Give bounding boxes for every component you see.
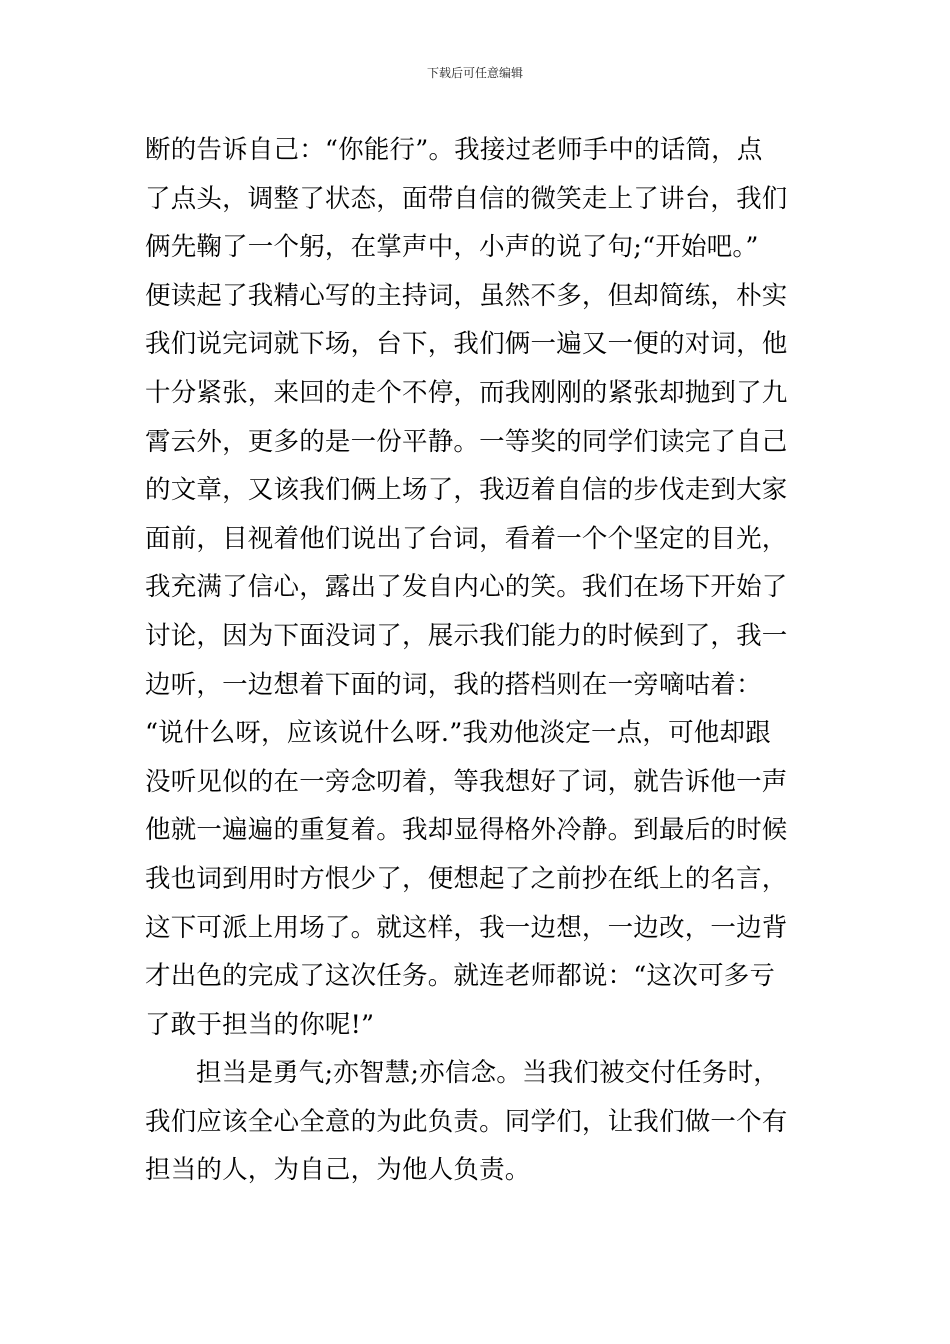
text-line: 边听，一边想着下面的词，我的搭档则在一旁嘀咕着： <box>145 669 762 700</box>
text-line: 我也词到用时方恨少了，便想起了之前抄在纸上的名言， <box>145 863 788 894</box>
text-line: 我充满了信心，露出了发自内心的笑。我们在场下开始了 <box>145 572 788 603</box>
paragraph-2 <box>145 1049 815 1195</box>
text-line: 我们说完词就下场，台下，我们俩一遍又一便的对词，他 <box>145 329 788 360</box>
text-line: “说什么呀，应该说什么呀.”我劝他淡定一点，可他却跟 <box>145 718 771 749</box>
text-line: 霄云外，更多的是一份平静。一等奖的同学们读完了自己 <box>145 426 788 457</box>
text-line: 俩先鞠了一个躬，在掌声中，小声的说了句;“开始吧。” <box>145 232 759 263</box>
text-line: 担当是勇气;亦智慧;亦信念。当我们被交付任务时， <box>196 1058 779 1089</box>
paragraph-1 <box>145 126 815 1049</box>
text-line: 的文章，又该我们俩上场了，我迈着自信的步伐走到大家 <box>145 475 788 506</box>
text-line: 我们应该全心全意的为此负责。同学们，让我们做一个有 <box>145 1106 788 1137</box>
text-line: 了敢于担当的你呢!” <box>145 1009 375 1040</box>
text-line: 断的告诉自己：“你能行”。我接过老师手中的话筒，点 <box>145 135 763 165</box>
text-line: 没听见似的在一旁念叨着，等我想好了词，就告诉他一声 <box>145 766 788 797</box>
text-line: 了点头，调整了状态，面带自信的微笑走上了讲台，我们 <box>145 183 788 214</box>
text-line: 这下可派上用场了。就这样，我一边想，一边改，一边背 <box>145 912 788 943</box>
text-line: 讨论，因为下面没词了，展示我们能力的时候到了，我一 <box>145 620 788 651</box>
text-line: 他就一遍遍的重复着。我却显得格外冷静。到最后的时候 <box>145 815 788 846</box>
text-line: 担当的人，为自己，为他人负责。 <box>145 1155 531 1186</box>
text-line: 面前，目视着他们说出了台词，看着一个个坚定的目光， <box>145 523 788 554</box>
page-header: 下载后可任意编辑 <box>426 66 523 80</box>
document-body <box>145 126 815 1195</box>
text-line: 十分紧张，来回的走个不停，而我刚刚的紧张却抛到了九 <box>145 377 788 408</box>
text-line: 才出色的完成了这次任务。就连老师都说：“这次可多亏 <box>145 961 776 992</box>
text-line: 便读起了我精心写的主持词，虽然不多，但却简练，朴实 <box>145 280 788 311</box>
